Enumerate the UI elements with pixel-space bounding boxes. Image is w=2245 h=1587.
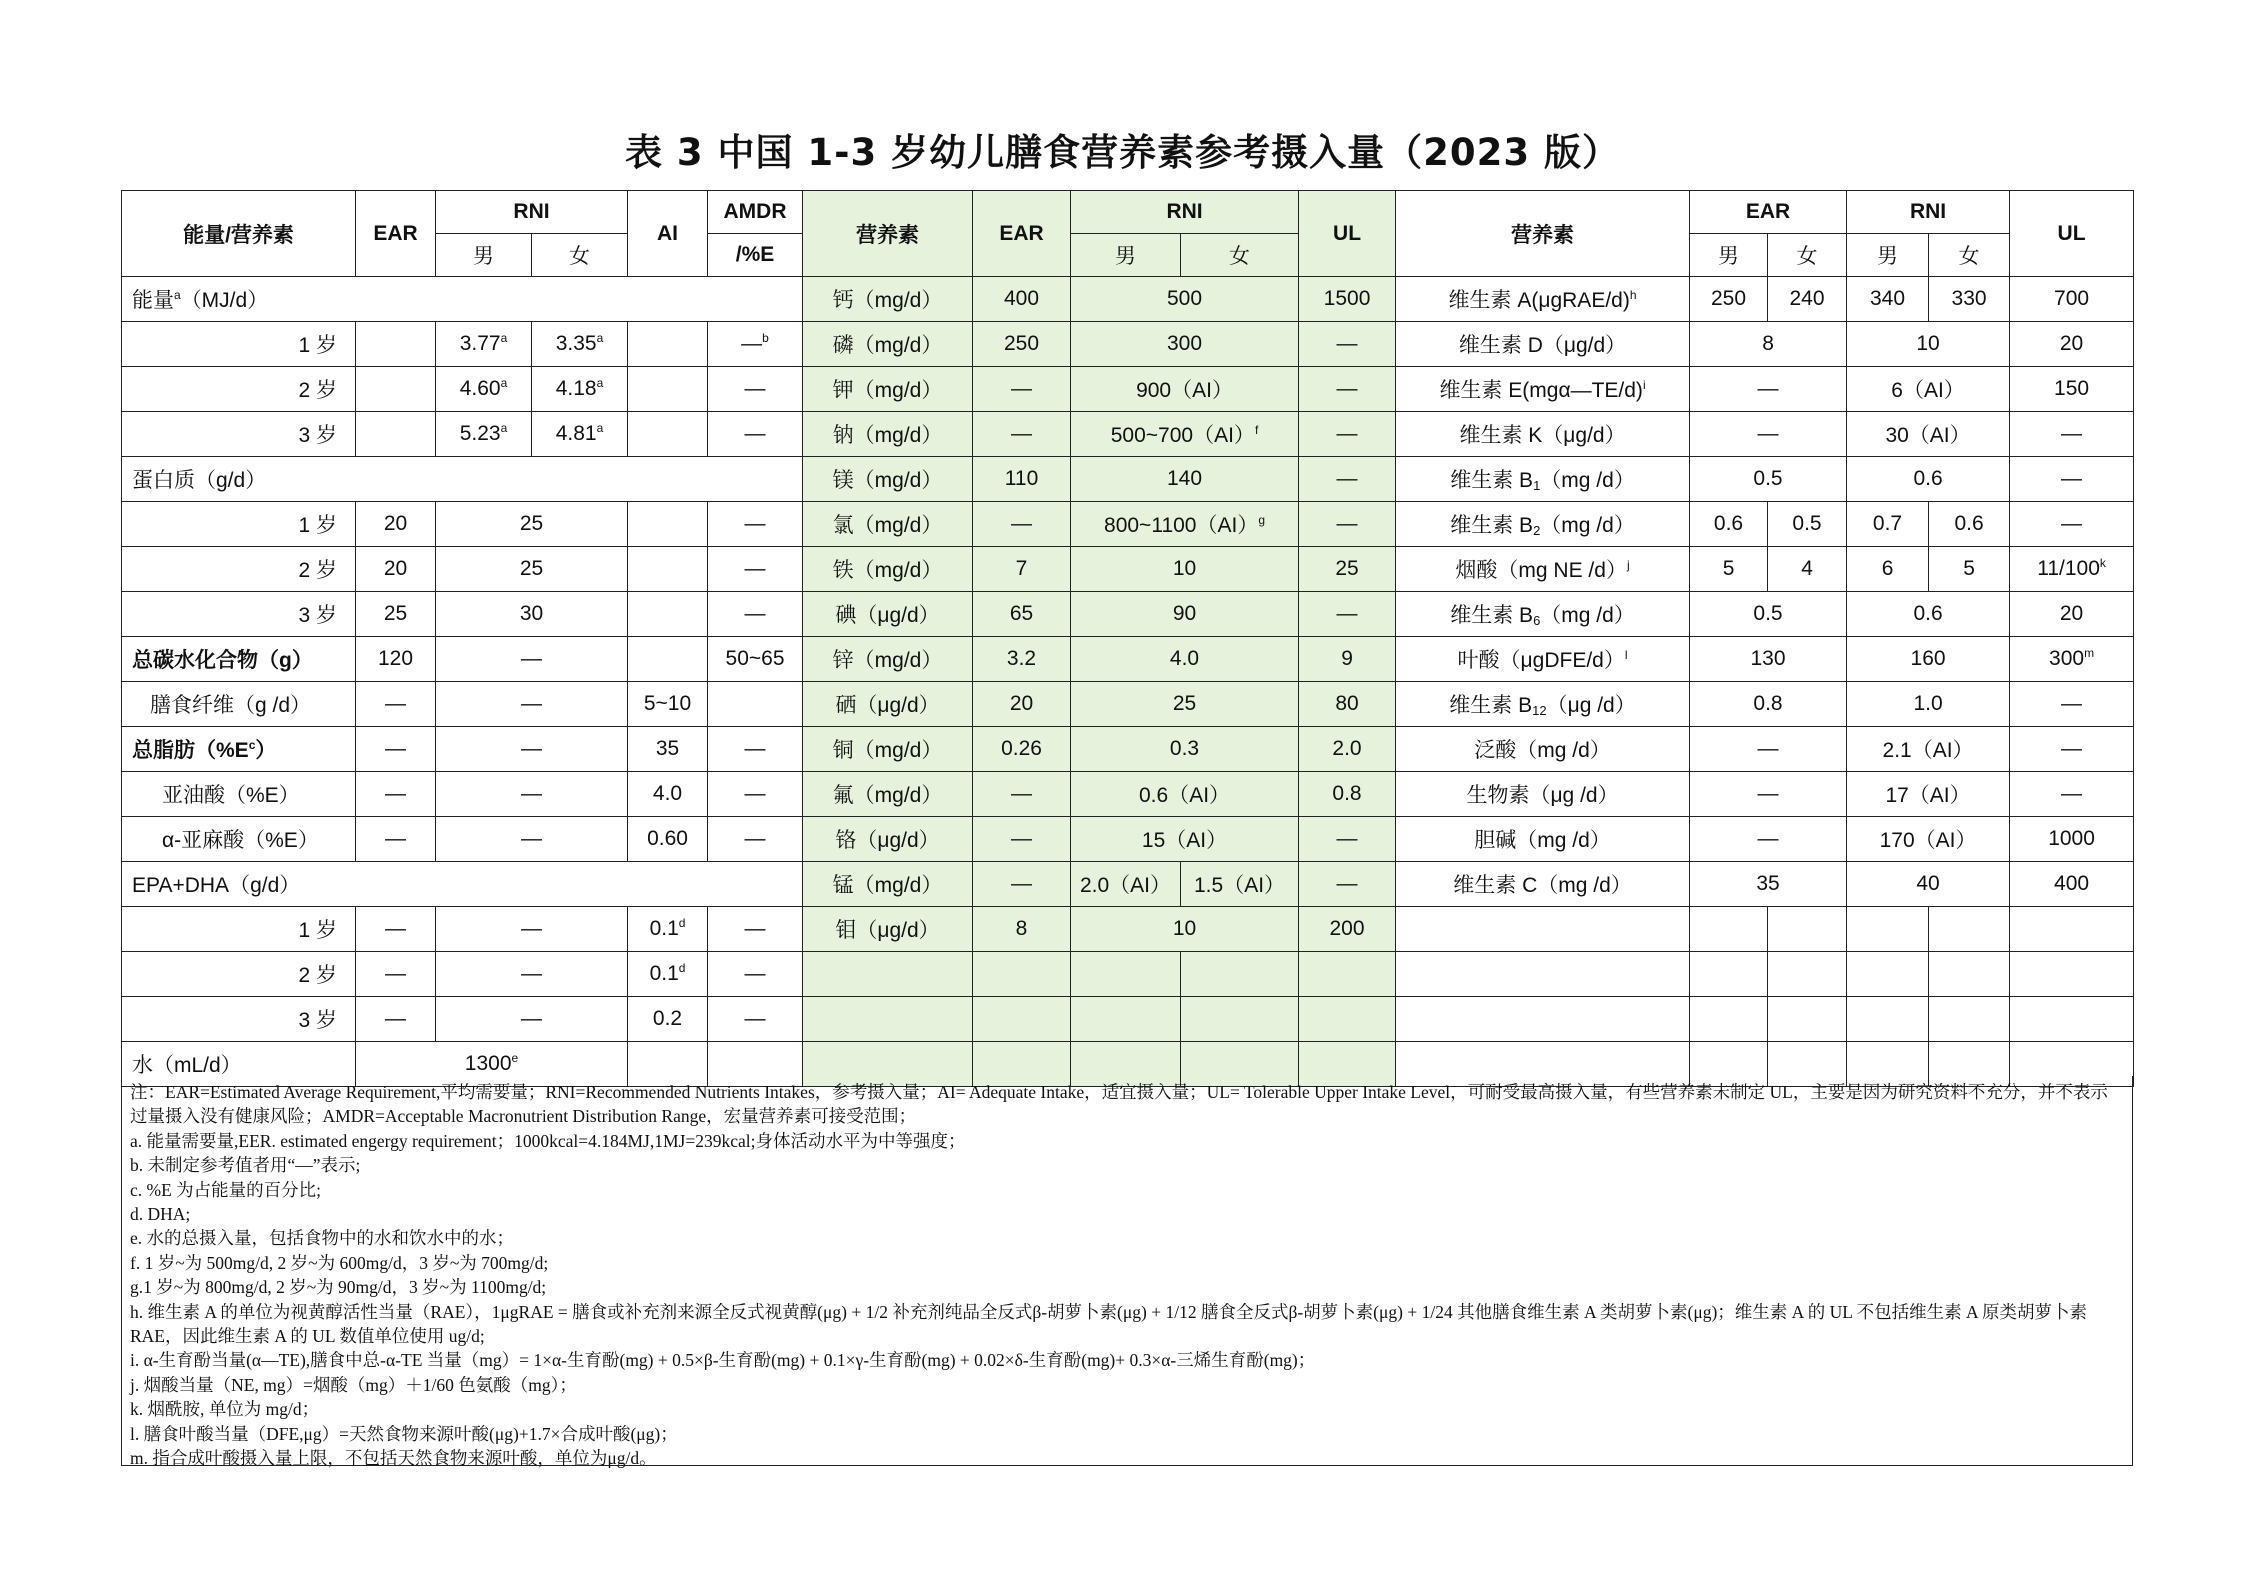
mineral-rni: 10	[1071, 907, 1299, 952]
vitamin-ear: 0.5	[1690, 592, 1847, 637]
linoleic-ai: 4.0	[628, 772, 708, 817]
vitamin-ul: 1000	[2010, 817, 2134, 862]
footnote: b. 未制定参考值者用“—”表示;	[130, 1155, 361, 1176]
mineral-rni: 0.3	[1071, 727, 1299, 772]
empty-cell	[1690, 997, 1768, 1042]
header-row-1	[122, 191, 2134, 234]
vitamin-name: 维生素 $B_{12}(\mu g$ /d）	[1396, 682, 1690, 727]
mineral-rni: 15（AI）	[1071, 817, 1299, 862]
mineral-ul: 1500	[1299, 277, 1396, 322]
table-row	[122, 682, 2134, 727]
vitamin-ul: —	[2010, 457, 2134, 502]
vitamin-rni-male: 0.7	[1847, 502, 1929, 547]
table-row	[122, 772, 2134, 817]
empty-cell	[1690, 907, 1768, 952]
protein-ai	[628, 592, 708, 637]
vitamin-rni: 30（AI）	[1847, 412, 2010, 457]
vitamin-name: 维生素 $B_6(mg$ /d）	[1396, 592, 1690, 637]
vitamin-rni-male: 6	[1847, 547, 1929, 592]
empty-cell	[1768, 907, 1847, 952]
vitamin-rni-male: 340	[1847, 277, 1929, 322]
epa-age: 1 岁	[122, 907, 356, 952]
vitamin-ul: 150	[2010, 367, 2134, 412]
table-row	[122, 862, 2134, 907]
linoleic-label: 亚油酸（%E）	[122, 772, 356, 817]
vitamin-ul: —	[2010, 772, 2134, 817]
mineral-ear: 65	[973, 592, 1071, 637]
mineral-rni: 90	[1071, 592, 1299, 637]
vitamin-ear: —	[1690, 772, 1847, 817]
energy-age: 3 岁	[122, 412, 356, 457]
energy-age: 1 岁	[122, 322, 356, 367]
vitamin-name: 维生素 C（mg /d）	[1396, 862, 1690, 907]
carb-ai	[628, 637, 708, 682]
mineral-ul: —	[1299, 367, 1396, 412]
protein-rni: 25	[436, 502, 628, 547]
fat-rni: —	[436, 727, 628, 772]
vitamin-ear: 0.8	[1690, 682, 1847, 727]
mineral-name: 氯（mg/d）	[803, 502, 973, 547]
vitamin-ear: —	[1690, 412, 1847, 457]
vitamin-ear-female: 4	[1768, 547, 1847, 592]
mineral-ul: —	[1299, 862, 1396, 907]
vitamin-ul: —	[2010, 727, 2134, 772]
table-row	[122, 367, 2134, 412]
empty-cell	[2010, 952, 2134, 997]
vitamin-ul: 700	[2010, 277, 2134, 322]
empty-cell	[803, 952, 973, 997]
footnote: i. α-生育酚当量(α—TE),膳食中总-α-TE 当量（mg）= 1×α-生育酚(mg) + 0.5×β-生育酚(mg) + 0.1×γ-生育酚(mg) + 0.02×δ-生育酚(mg)+ 0.3×α-三烯生育酚(mg)；	[130, 1350, 1316, 1371]
vitamin-ul: —	[2010, 412, 2134, 457]
epa-rni: —	[436, 997, 628, 1042]
vitamin-ear: 35	[1690, 862, 1847, 907]
vitamin-rni: 0.6	[1847, 457, 2010, 502]
mineral-name: 磷（mg/d）	[803, 322, 973, 367]
mineral-rni: 140	[1071, 457, 1299, 502]
footnote: j. 烟酸当量（NE, mg）=烟酸（mg）＋1/60 色氨酸（mg）；	[130, 1374, 577, 1395]
header-vitamin-ear-male: 男	[1690, 234, 1768, 277]
energy-age: 2 岁	[122, 367, 356, 412]
protein-rni: 30	[436, 592, 628, 637]
mineral-rni: 900（AI）	[1071, 367, 1299, 412]
header-mineral-nutrient: 营养素	[803, 191, 973, 277]
epa-ai: 0.1$^d$	[628, 907, 708, 952]
energy-ai	[628, 322, 708, 367]
vitamin-rni: 6（AI）	[1847, 367, 2010, 412]
vitamin-name: 烟酸（mg NE /d）$^j$	[1396, 547, 1690, 592]
protein-ear: 20	[356, 547, 436, 592]
mineral-ul: —	[1299, 592, 1396, 637]
mineral-rni: 4.0	[1071, 637, 1299, 682]
mineral-ear: —	[973, 412, 1071, 457]
water-value: 1300e	[356, 1042, 628, 1087]
vitamin-rni: 17（AI）	[1847, 772, 2010, 817]
header-mineral-rni-male: 男	[1071, 234, 1181, 277]
mineral-ear: 20	[973, 682, 1071, 727]
energy-ear	[356, 412, 436, 457]
vitamin-name: 维生素 D（μg/d）	[1396, 322, 1690, 367]
vitamin-rni: 160	[1847, 637, 2010, 682]
footnote: f. 1 岁~为 500mg/d, 2 岁~为 600mg/d，3 岁~为 700mg/d;	[130, 1252, 549, 1273]
fat-amdr: —	[708, 727, 803, 772]
nutrient-table	[121, 190, 2134, 1087]
table-row	[122, 592, 2134, 637]
vitamin-rni: 0.6	[1847, 592, 2010, 637]
mineral-ear: —	[973, 817, 1071, 862]
table-row	[122, 412, 2134, 457]
empty-cell	[1847, 997, 1929, 1042]
mineral-rni-male: 2.0（AI）	[1071, 862, 1181, 907]
fat-ear: —	[356, 727, 436, 772]
protein-amdr: —	[708, 592, 803, 637]
header-mineral-ear: EAR	[973, 191, 1071, 277]
mineral-name: 硒（μg/d）	[803, 682, 973, 727]
carb-label: 总碳水化合物（g）	[122, 637, 356, 682]
empty-cell	[973, 952, 1071, 997]
mineral-rni: 300	[1071, 322, 1299, 367]
mineral-name: 钾（mg/d）	[803, 367, 973, 412]
header-vitamin-nutrient: 营养素	[1396, 191, 1690, 277]
table-row	[122, 457, 2134, 502]
header-ear: EAR	[356, 191, 436, 277]
footnote: k. 烟酰胺, 单位为 mg/d；	[130, 1399, 320, 1420]
table-row	[122, 547, 2134, 592]
mineral-ul: —	[1299, 412, 1396, 457]
mineral-rni-female: 1.5（AI）	[1181, 862, 1299, 907]
linoleic-rni: —	[436, 772, 628, 817]
epa-ai: 0.1$^d$	[628, 952, 708, 997]
ala-ai: 0.60	[628, 817, 708, 862]
footnote: g.1 岁~为 800mg/d, 2 岁~为 90mg/d，3 岁~为 1100mg/d;	[130, 1277, 547, 1298]
vitamin-name: 胆碱（mg /d）	[1396, 817, 1690, 862]
table-row	[122, 637, 2134, 682]
empty-cell	[1929, 952, 2010, 997]
empty-cell	[1847, 907, 1929, 952]
vitamin-name: 维生素 $B_2(mg$ /d）	[1396, 502, 1690, 547]
table-row	[122, 277, 2134, 322]
energy-amdr: —	[708, 412, 803, 457]
ala-ear: —	[356, 817, 436, 862]
header-vitamin-ul: UL	[2010, 191, 2134, 277]
vitamin-rni: 2.1（AI）	[1847, 727, 2010, 772]
fiber-ai: 5~10	[628, 682, 708, 727]
mineral-ul: 80	[1299, 682, 1396, 727]
epa-amdr: —	[708, 997, 803, 1042]
header-vitamin-rni: RNI	[1847, 191, 2010, 234]
ala-rni: —	[436, 817, 628, 862]
fiber-amdr	[708, 682, 803, 727]
energy-rni-female: 3.35$^a$	[532, 322, 628, 367]
empty-cell	[1768, 952, 1847, 997]
epa-ear: —	[356, 907, 436, 952]
protein-ear: 25	[356, 592, 436, 637]
vitamin-name: 生物素（μg /d）	[1396, 772, 1690, 817]
mineral-ul: —	[1299, 322, 1396, 367]
mineral-ul: 25	[1299, 547, 1396, 592]
mineral-name: 钠（mg/d）	[803, 412, 973, 457]
protein-ear: 20	[356, 502, 436, 547]
empty-cell	[1071, 997, 1181, 1042]
footnote: e. 水的总摄入量，包括食物中的水和饮水中的水；	[130, 1228, 515, 1249]
empty-cell	[973, 997, 1071, 1042]
epa-rni: —	[436, 952, 628, 997]
vitamin-ul: 20	[2010, 592, 2134, 637]
vitamin-ear: 8	[1690, 322, 1847, 367]
empty-cell	[1299, 952, 1396, 997]
mineral-name: 铜（mg/d）	[803, 727, 973, 772]
mineral-ear: 110	[973, 457, 1071, 502]
footnote: m. 指合成叶酸摄入量上限，不包括天然食物来源叶酸，单位为μg/d。	[130, 1448, 657, 1469]
vitamin-rni-female: 0.6	[1929, 502, 2010, 547]
energy-rni-male: 5.23$^a$	[436, 412, 532, 457]
empty-cell	[1847, 952, 1929, 997]
linoleic-amdr: —	[708, 772, 803, 817]
vitamin-rni-female: 330	[1929, 277, 2010, 322]
empty-cell	[1299, 997, 1396, 1042]
mineral-ul: 9	[1299, 637, 1396, 682]
energy-rni-male: 3.77$^a$	[436, 322, 532, 367]
energy-label: 能量$^a$（MJ/d）	[122, 277, 803, 322]
mineral-name: 锰（mg/d）	[803, 862, 973, 907]
table-row	[122, 502, 2134, 547]
mineral-name: 铬（μg/d）	[803, 817, 973, 862]
vitamin-ear: 0.5	[1690, 457, 1847, 502]
vitamin-ul: 20	[2010, 322, 2134, 367]
protein-age: 2 岁	[122, 547, 356, 592]
empty-cell	[1181, 997, 1299, 1042]
table-row	[122, 817, 2134, 862]
epa-ai: 0.2	[628, 997, 708, 1042]
energy-rni-female: 4.18$^a$	[532, 367, 628, 412]
vitamin-name: 维生素 $B_1(mg$ /d）	[1396, 457, 1690, 502]
mineral-ul: —	[1299, 502, 1396, 547]
header-rni-female: 女	[532, 234, 628, 277]
vitamin-ear: —	[1690, 367, 1847, 412]
epa-ear: —	[356, 952, 436, 997]
vitamin-rni: 1.0	[1847, 682, 2010, 727]
vitamin-rni: 170（AI）	[1847, 817, 2010, 862]
header-vitamin-ear-female: 女	[1768, 234, 1847, 277]
empty-cell	[1690, 952, 1768, 997]
vitamin-rni-female: 5	[1929, 547, 2010, 592]
header-vitamin-rni-female: 女	[1929, 234, 2010, 277]
vitamin-ul: —	[2010, 502, 2134, 547]
mineral-rni: 800~1100（AI）$^g$	[1071, 502, 1299, 547]
vitamin-name: 维生素 A(μgRAE/d)$^h$	[1396, 277, 1690, 322]
energy-rni-male: 4.60$^a$	[436, 367, 532, 412]
vitamin-ul: —	[2010, 682, 2134, 727]
footnote: l. 膳食叶酸当量（DFE,μg）=天然食物来源叶酸(μg)+1.7×合成叶酸(μg)；	[130, 1423, 678, 1444]
mineral-ear: 7	[973, 547, 1071, 592]
empty-cell	[1181, 952, 1299, 997]
vitamin-ul: 300$^m$	[2010, 637, 2134, 682]
table-row	[122, 727, 2134, 772]
vitamin-name: 维生素 K（μg/d）	[1396, 412, 1690, 457]
header-ai: AI	[628, 191, 708, 277]
vitamin-name: 泛酸（mg /d）	[1396, 727, 1690, 772]
water-label: 水（mL/d）	[122, 1042, 356, 1087]
empty-cell	[1396, 907, 1690, 952]
energy-ear	[356, 367, 436, 412]
protein-amdr: —	[708, 547, 803, 592]
empty-cell	[2010, 907, 2134, 952]
footnote: d. DHA;	[130, 1204, 191, 1225]
vitamin-ul: 11/100$^k$	[2010, 547, 2134, 592]
mineral-ear: —	[973, 367, 1071, 412]
protein-label: 蛋白质（g/d）	[122, 457, 803, 502]
vitamin-ear-female: 0.5	[1768, 502, 1847, 547]
epa-rni: —	[436, 907, 628, 952]
energy-ai	[628, 367, 708, 412]
mineral-name: 碘（μg/d）	[803, 592, 973, 637]
protein-age: 1 岁	[122, 502, 356, 547]
epa-age: 2 岁	[122, 952, 356, 997]
mineral-name: 氟（mg/d）	[803, 772, 973, 817]
footnote: 注：EAR=Estimated Average Requirement,平均需要量；RNI=Recommended Nutrients Intakes，参考摄入量；AI= Adequate Intake，适宜摄入量；UL= Tolerable Upper Intake Level，可耐受最高摄入量，有些营养素未制定 UL，主要是因为研究资料不充分，并不表示过量摄入没有健康风险；AMDR=Acceptable Macronutrient Distribution Range，宏量营养素可接受范围；	[130, 1082, 2108, 1127]
vitamin-rni: 40	[1847, 862, 2010, 907]
header-rni-male: 男	[436, 234, 532, 277]
ala-amdr: —	[708, 817, 803, 862]
page-title: 表 3 中国 1-3 岁幼儿膳食营养素参考摄入量（2023 版）	[625, 131, 1620, 174]
mineral-ear: 250	[973, 322, 1071, 367]
mineral-ear: 8	[973, 907, 1071, 952]
header-vitamin-ear: EAR	[1690, 191, 1847, 234]
empty-cell	[1396, 997, 1690, 1042]
protein-amdr: —	[708, 502, 803, 547]
mineral-ul: —	[1299, 457, 1396, 502]
empty-cell	[1929, 907, 2010, 952]
vitamin-ear: —	[1690, 817, 1847, 862]
mineral-name: 锌（mg/d）	[803, 637, 973, 682]
mineral-ear: —	[973, 772, 1071, 817]
fiber-label: 膳食纤维（g /d）	[122, 682, 356, 727]
energy-ear	[356, 322, 436, 367]
linoleic-ear: —	[356, 772, 436, 817]
mineral-rni: 10	[1071, 547, 1299, 592]
mineral-name: 镁（mg/d）	[803, 457, 973, 502]
footnote: h. 维生素 A 的单位为视黄醇活性当量（RAE），1μgRAE = 膳食或补充剂来源全反式视黄醇(μg) + 1/2 补充剂纯品全反式β-胡萝卜素(μg) + 1/12 膳食全反式β-胡萝卜素(μg) + 1/24 其他膳食维生素 A 类胡萝卜素(μg)；维生素 A 的 UL 不包括维生素 A 原类胡萝卜素 RAE，因此维生素 A 的 UL 数值单位使用 ug/d;	[130, 1301, 2088, 1347]
empty-cell	[803, 997, 973, 1042]
vitamin-name: 维生素 E(mgα—TE/d)$^i$	[1396, 367, 1690, 412]
energy-amdr: —	[708, 367, 803, 412]
vitamin-rni: 10	[1847, 322, 2010, 367]
mineral-ul: 2.0	[1299, 727, 1396, 772]
header-vitamin-rni-male: 男	[1847, 234, 1929, 277]
header-amdr: AMDR	[708, 191, 803, 234]
vitamin-ear-male: 0.6	[1690, 502, 1768, 547]
carb-rni: —	[436, 637, 628, 682]
protein-rni: 25	[436, 547, 628, 592]
mineral-ear: 3.2	[973, 637, 1071, 682]
mineral-name: 钼（μg/d）	[803, 907, 973, 952]
epa-amdr: —	[708, 952, 803, 997]
mineral-ear: 400	[973, 277, 1071, 322]
mineral-ul: 200	[1299, 907, 1396, 952]
vitamin-ear-female: 240	[1768, 277, 1847, 322]
vitamin-name: 叶酸（μgDFE/d）$^l$	[1396, 637, 1690, 682]
mineral-ear: —	[973, 862, 1071, 907]
mineral-rni: 500	[1071, 277, 1299, 322]
footnotes	[121, 1076, 2133, 1469]
empty-cell	[2010, 997, 2134, 1042]
vitamin-ear: —	[1690, 727, 1847, 772]
fat-label: 总脂肪$(\%E^c)$	[122, 727, 356, 772]
epa-dha-label: EPA+DHA（g/d）	[122, 862, 803, 907]
carb-amdr: 50~65	[708, 637, 803, 682]
epa-ear: —	[356, 997, 436, 1042]
energy-amdr: —$^b$	[708, 322, 803, 367]
mineral-rni: 25	[1071, 682, 1299, 727]
protein-ai	[628, 547, 708, 592]
footnote: c. %E 为占能量的百分比;	[130, 1179, 322, 1200]
header-energy-nutrient: 能量/营养素	[122, 191, 356, 277]
header-mineral-ul: UL	[1299, 191, 1396, 277]
mineral-ear: —	[973, 502, 1071, 547]
header-mineral-rni: RNI	[1071, 191, 1299, 234]
table-row	[122, 322, 2134, 367]
ala-label: α-亚麻酸（%E）	[122, 817, 356, 862]
vitamin-ear-male: 250	[1690, 277, 1768, 322]
empty-cell	[1929, 997, 2010, 1042]
mineral-ul: 0.8	[1299, 772, 1396, 817]
header-mineral-rni-female: 女	[1181, 234, 1299, 277]
epa-amdr: —	[708, 907, 803, 952]
protein-age: 3 岁	[122, 592, 356, 637]
footnote: a. 能量需要量,EER. estimated engergy requirement；1000kcal=4.184MJ,1MJ=239kcal;身体活动水平为中等强度；	[130, 1130, 966, 1151]
mineral-rni: 500~700（AI）$^f$	[1071, 412, 1299, 457]
mineral-name: 钙（mg/d）	[803, 277, 973, 322]
mineral-name: 铁（mg/d）	[803, 547, 973, 592]
mineral-ear: 0.26	[973, 727, 1071, 772]
vitamin-ul: 400	[2010, 862, 2134, 907]
epa-age: 3 岁	[122, 997, 356, 1042]
empty-cell	[1071, 952, 1181, 997]
vitamin-ear-male: 5	[1690, 547, 1768, 592]
header-rni: RNI	[436, 191, 628, 234]
fat-ai: 35	[628, 727, 708, 772]
carb-ear: 120	[356, 637, 436, 682]
empty-cell	[1768, 997, 1847, 1042]
table-row	[122, 952, 2134, 997]
protein-ai	[628, 502, 708, 547]
table-row	[122, 907, 2134, 952]
energy-rni-female: 4.81$^a$	[532, 412, 628, 457]
header-amdr-unit: /%E	[708, 234, 803, 277]
mineral-ul: —	[1299, 817, 1396, 862]
energy-ai	[628, 412, 708, 457]
empty-cell	[1396, 952, 1690, 997]
fiber-rni: —	[436, 682, 628, 727]
fiber-ear: —	[356, 682, 436, 727]
vitamin-ear: 130	[1690, 637, 1847, 682]
table-row	[122, 997, 2134, 1042]
mineral-rni: 0.6（AI）	[1071, 772, 1299, 817]
